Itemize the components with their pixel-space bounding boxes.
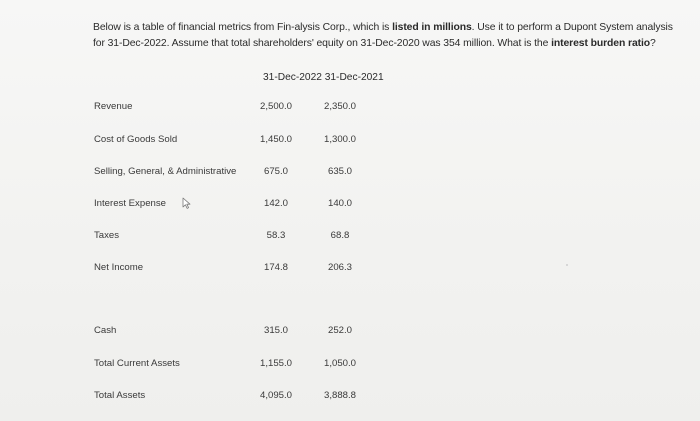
table-row-interest-expense	[0, 198, 700, 214]
row-label: Net Income	[94, 262, 144, 273]
value-2022: 315.0	[263, 325, 288, 336]
value-2021: 1,300.0	[323, 134, 356, 145]
question-part-1: Below is a table of financial metrics from Fin-alysis Corp., which is	[93, 22, 393, 33]
value-2021: 206.3	[327, 262, 352, 273]
value-2022: 4,095.0	[259, 390, 292, 401]
row-label: Taxes	[94, 230, 120, 241]
screen-speck	[566, 264, 568, 266]
question-emphasis-ratio: interest burden ratio	[551, 38, 651, 49]
value-2021: 1,050.0	[323, 358, 356, 369]
table-column-header: 31-Dec-2022 31-Dec-2021	[263, 72, 384, 83]
row-label: Total Current Assets	[94, 358, 180, 369]
table-row-cash	[0, 325, 700, 341]
question-text	[93, 20, 673, 52]
value-2021: 68.8	[330, 230, 350, 241]
value-2021: 635.0	[327, 166, 352, 177]
row-label: Cost of Goods Sold	[94, 134, 178, 145]
table-row-revenue	[0, 101, 700, 117]
value-2021: 3,888.8	[323, 390, 356, 401]
value-2021: 252.0	[327, 325, 352, 336]
question-emphasis-millions: listed in millions	[392, 22, 472, 33]
value-2022: 174.8	[263, 262, 288, 273]
value-2022: 142.0	[263, 198, 288, 209]
table-row-cogs	[0, 134, 700, 150]
question-part-2: . Use it to perform a Dupont System analysis for 31-Dec-2022. Assume that total shareholders' equity on 31-Dec-2020 was 354 million. What is the	[93, 22, 673, 49]
row-label: Cash	[94, 325, 117, 336]
table-row-total-assets	[0, 390, 700, 406]
value-2022: 2,500.0	[259, 101, 292, 112]
value-2021: 2,350.0	[323, 101, 356, 112]
table-row-net-income	[0, 262, 700, 278]
mouse-pointer-icon	[182, 197, 192, 209]
table-row-taxes	[0, 230, 700, 246]
value-2022: 1,450.0	[259, 134, 292, 145]
row-label: Total Assets	[94, 390, 146, 401]
row-label: Interest Expense	[94, 198, 166, 209]
question-part-3: ?	[650, 38, 656, 49]
table-row-sga	[0, 166, 700, 182]
value-2022: 1,155.0	[259, 358, 292, 369]
value-2022: 58.3	[266, 230, 286, 241]
table-row-total-current-assets	[0, 358, 700, 374]
row-label: Revenue	[94, 101, 133, 112]
row-label: Selling, General, & Administrative	[94, 166, 237, 177]
value-2021: 140.0	[327, 198, 352, 209]
value-2022: 675.0	[263, 166, 288, 177]
